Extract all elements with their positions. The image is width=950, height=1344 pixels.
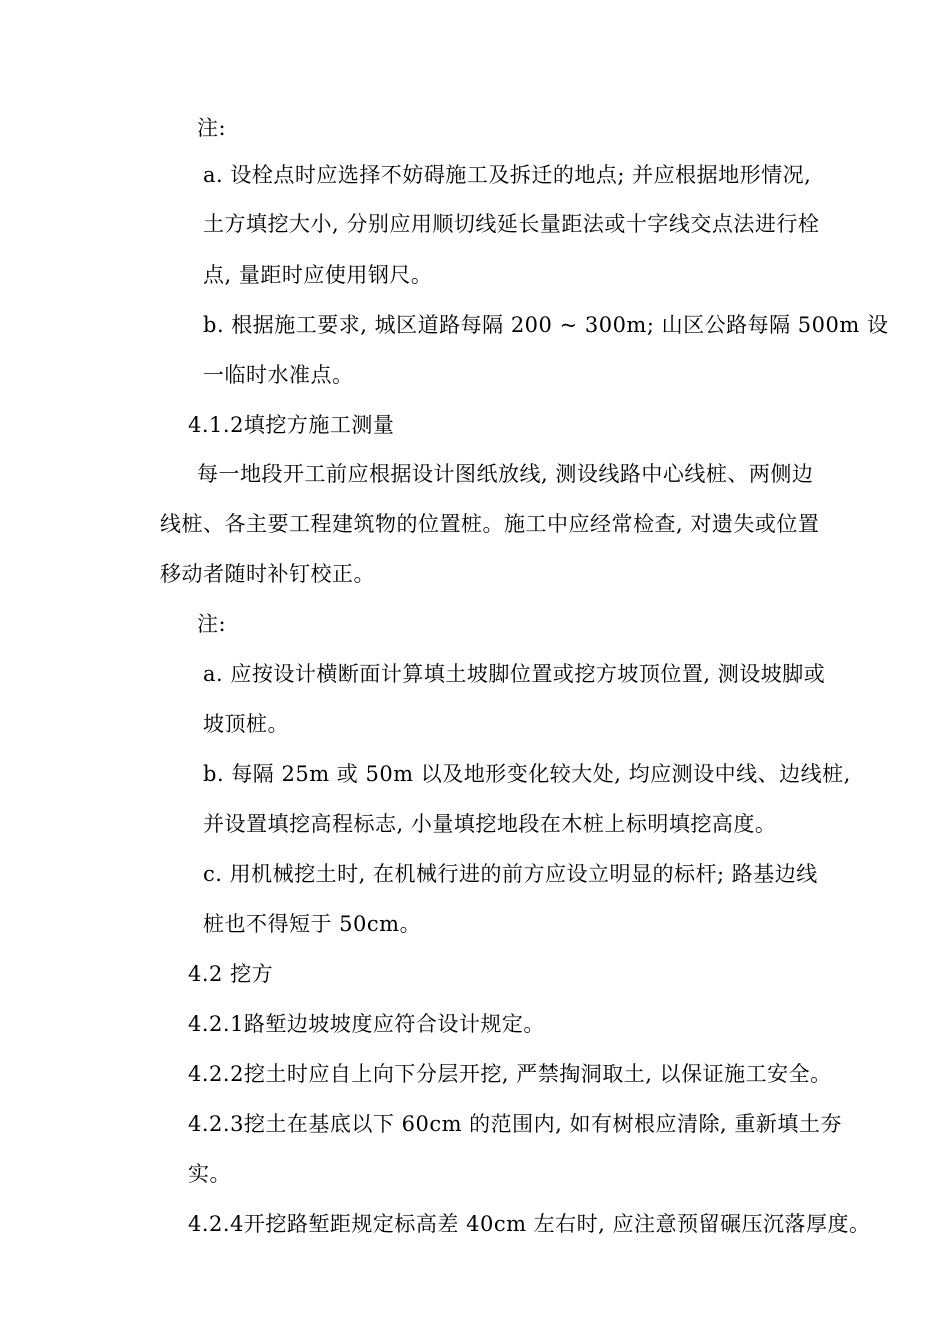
- note-item-b-line-2: 一临时水准点。: [203, 363, 354, 387]
- note-item-b-line-1: b. 根据施工要求, 城区道路每隔 200 ~ 300m; 山区公路每隔 500m 设: [203, 313, 889, 337]
- paragraph-line-2: 线桩、各主要工程建筑物的位置桩。施工中应经常检查, 对遗失或位置: [160, 512, 820, 536]
- clause-4-2-3-line-1: 4.2.3挖土在基底以下 60cm 的范围内, 如有树根应清除, 重新填土夯: [188, 1112, 842, 1136]
- note2-item-c-line-1: c. 用机械挖土时, 在机械行进的前方应设立明显的标杆; 路基边线: [203, 862, 818, 886]
- note2-item-b-line-2: 并设置填挖高程标志, 小量填挖地段在木桩上标明填挖高度。: [203, 812, 777, 836]
- clause-4-2-3-line-2: 实。: [188, 1162, 231, 1186]
- section-heading-4-2: 4.2 挖方: [188, 962, 274, 986]
- paragraph-line-3: 移动者随时补钉校正。: [160, 562, 375, 586]
- clause-4-2-1: 4.2.1路堑边坡坡度应符合设计规定。: [188, 1012, 545, 1036]
- note-item-a-line-2: 土方填挖大小, 分别应用顺切线延长量距法或十字线交点法进行栓: [203, 212, 820, 236]
- note-item-a-line-1: a. 设栓点时应选择不妨碍施工及拆迁的地点; 并应根据地形情况,: [203, 163, 812, 187]
- section-heading-4-1-2: 4.1.2填挖方施工测量: [188, 413, 395, 437]
- paragraph-line-1: 每一地段开工前应根据设计图纸放线, 测设线路中心线桩、两侧边: [197, 462, 814, 486]
- note2-item-a-line-1: a. 应按设计横断面计算填土坡脚位置或挖方坡顶位置, 测设坡脚或: [203, 662, 826, 686]
- note-label: 注:: [197, 116, 227, 140]
- clause-4-2-4: 4.2.4开挖路堑距规定标高差 40cm 左右时, 应注意预留碾压沉落厚度。: [188, 1212, 871, 1236]
- note2-item-a-line-2: 坡顶桩。: [203, 712, 289, 736]
- note2-item-c-line-2: 桩也不得短于 50cm。: [203, 912, 422, 936]
- note-label-2: 注:: [197, 612, 227, 636]
- clause-4-2-2: 4.2.2挖土时应自上向下分层开挖, 严禁掏洞取土, 以保证施工安全。: [188, 1062, 832, 1086]
- note2-item-b-line-1: b. 每隔 25m 或 50m 以及地形变化较大处, 均应测设中线、边线桩,: [203, 762, 851, 786]
- note-item-a-line-3: 点, 量距时应使用钢尺。: [203, 263, 433, 287]
